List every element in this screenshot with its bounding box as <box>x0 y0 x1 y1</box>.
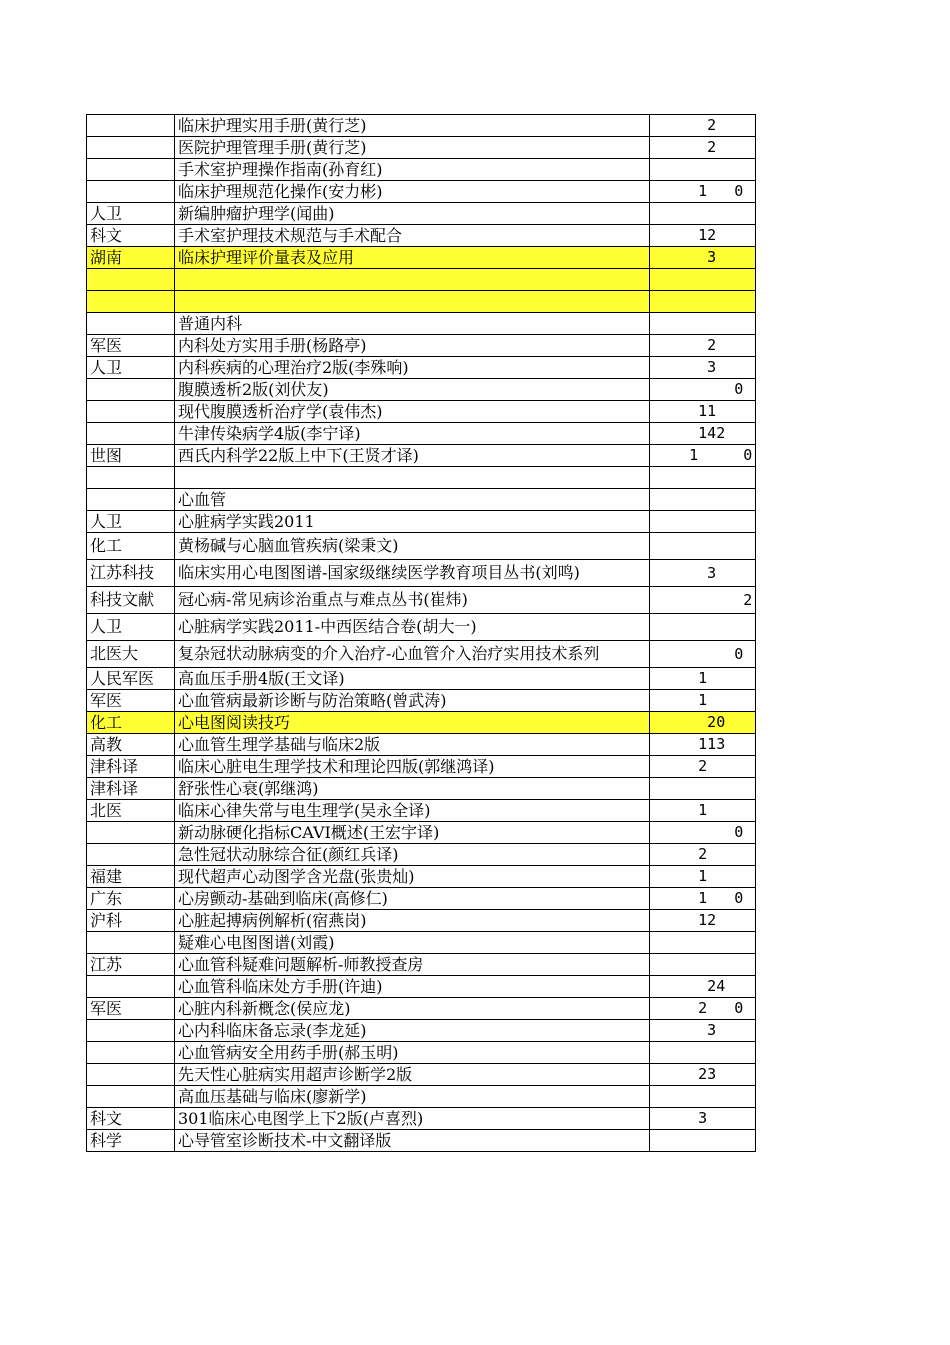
publisher-cell[interactable]: 化工 <box>87 533 175 560</box>
title-cell[interactable]: 心房颤动-基础到临床(高修仁) <box>175 888 650 910</box>
table-row <box>87 115 756 137</box>
table-row <box>87 734 756 756</box>
title-cell[interactable]: 冠心病-常见病诊治重点与难点丛书(崔炜) <box>175 587 650 614</box>
quantity-cell[interactable]: 2 0 <box>650 998 756 1020</box>
table-row <box>87 511 756 533</box>
publisher-cell[interactable]: 湖南 <box>87 247 175 269</box>
table-row <box>87 1086 756 1108</box>
title-cell[interactable]: 心血管科临床处方手册(许迪) <box>175 976 650 998</box>
title-cell[interactable]: 临床心脏电生理学技术和理论四版(郭继鸿译) <box>175 756 650 778</box>
quantity-cell[interactable] <box>650 313 756 335</box>
quantity-cell[interactable] <box>650 467 756 489</box>
quantity-cell[interactable] <box>650 778 756 800</box>
book-list-body <box>87 115 756 1152</box>
publisher-cell[interactable] <box>87 976 175 998</box>
table-row <box>87 489 756 511</box>
title-cell[interactable] <box>175 467 650 489</box>
table-row <box>87 335 756 357</box>
title-cell[interactable]: 301临床心电图学上下2版(卢喜烈) <box>175 1108 650 1130</box>
publisher-cell[interactable] <box>87 181 175 203</box>
table-row <box>87 445 756 467</box>
title-cell[interactable]: 心血管 <box>175 489 650 511</box>
table-row <box>87 866 756 888</box>
publisher-cell[interactable]: 军医 <box>87 335 175 357</box>
title-cell[interactable]: 临床实用心电图图谱-国家级继续医学教育项目丛书(刘鸣) <box>175 560 650 587</box>
table-row <box>87 844 756 866</box>
publisher-cell[interactable]: 福建 <box>87 866 175 888</box>
table-row <box>87 976 756 998</box>
publisher-cell[interactable] <box>87 137 175 159</box>
publisher-cell[interactable]: 科文 <box>87 1108 175 1130</box>
publisher-cell[interactable]: 人卫 <box>87 614 175 641</box>
table-row <box>87 313 756 335</box>
table-row <box>87 181 756 203</box>
table-row <box>87 423 756 445</box>
title-cell[interactable]: 医院护理管理手册(黄行芝) <box>175 137 650 159</box>
title-cell[interactable]: 西氏内科学22版上中下(王贤才译) <box>175 445 650 467</box>
title-cell[interactable]: 心脏病学实践2011 <box>175 511 650 533</box>
quantity-cell[interactable]: 0 <box>650 641 756 668</box>
publisher-cell[interactable]: 高教 <box>87 734 175 756</box>
table-row <box>87 587 756 614</box>
publisher-cell[interactable]: 沪科 <box>87 910 175 932</box>
publisher-cell[interactable] <box>87 401 175 423</box>
quantity-cell[interactable]: 142 <box>650 423 756 445</box>
table-row <box>87 888 756 910</box>
table-row <box>87 932 756 954</box>
quantity-cell[interactable]: 12 <box>650 225 756 247</box>
quantity-cell[interactable]: 0 <box>650 822 756 844</box>
title-cell[interactable] <box>175 291 650 313</box>
title-cell[interactable]: 心导管室诊断技术-中文翻译版 <box>175 1130 650 1152</box>
title-cell[interactable]: 急性冠状动脉综合征(颜红兵译) <box>175 844 650 866</box>
publisher-cell[interactable]: 津科译 <box>87 778 175 800</box>
quantity-cell[interactable]: 2 <box>650 756 756 778</box>
table-row <box>87 822 756 844</box>
quantity-cell[interactable]: 24 <box>650 976 756 998</box>
publisher-cell[interactable]: 人卫 <box>87 203 175 225</box>
quantity-cell[interactable] <box>650 1086 756 1108</box>
publisher-cell[interactable] <box>87 269 175 291</box>
title-cell[interactable]: 腹膜透析2版(刘伏友) <box>175 379 650 401</box>
publisher-cell[interactable]: 科文 <box>87 225 175 247</box>
publisher-cell[interactable] <box>87 489 175 511</box>
table-row <box>87 357 756 379</box>
publisher-cell[interactable]: 人民军医 <box>87 668 175 690</box>
publisher-cell[interactable] <box>87 159 175 181</box>
quantity-cell[interactable] <box>650 1130 756 1152</box>
quantity-cell[interactable]: 3 <box>650 1020 756 1042</box>
publisher-cell[interactable]: 人卫 <box>87 511 175 533</box>
title-cell[interactable]: 心血管科疑难问题解析-师教授查房 <box>175 954 650 976</box>
publisher-cell[interactable]: 世图 <box>87 445 175 467</box>
title-cell[interactable]: 心血管生理学基础与临床2版 <box>175 734 650 756</box>
title-cell[interactable]: 普通内科 <box>175 313 650 335</box>
quantity-cell[interactable]: 2 <box>650 137 756 159</box>
title-cell[interactable]: 临床护理实用手册(黄行芝) <box>175 115 650 137</box>
quantity-cell[interactable]: 2 <box>650 335 756 357</box>
quantity-cell[interactable]: 2 <box>650 115 756 137</box>
publisher-cell[interactable]: 广东 <box>87 888 175 910</box>
table-row <box>87 137 756 159</box>
title-cell[interactable]: 高血压手册4版(王文译) <box>175 668 650 690</box>
title-cell[interactable]: 临床护理评价量表及应用 <box>175 247 650 269</box>
table-row <box>87 641 756 668</box>
quantity-cell[interactable]: 113 <box>650 734 756 756</box>
table-row <box>87 467 756 489</box>
publisher-cell[interactable] <box>87 291 175 313</box>
title-cell[interactable]: 现代超声心动图学含光盘(张贵灿) <box>175 866 650 888</box>
title-cell[interactable]: 疑难心电图图谱(刘霞) <box>175 932 650 954</box>
publisher-cell[interactable]: 军医 <box>87 998 175 1020</box>
quantity-cell[interactable]: 1 0 <box>650 888 756 910</box>
title-cell[interactable]: 临床护理规范化操作(安力彬) <box>175 181 650 203</box>
publisher-cell[interactable] <box>87 822 175 844</box>
quantity-cell[interactable]: 1 <box>650 668 756 690</box>
title-cell[interactable]: 复杂冠状动脉病变的介入治疗-心血管介入治疗实用技术系列 <box>175 641 650 668</box>
title-cell[interactable]: 黄杨碱与心脑血管疾病(梁秉文) <box>175 533 650 560</box>
quantity-cell[interactable] <box>650 291 756 313</box>
table-row <box>87 560 756 587</box>
quantity-cell[interactable]: 11 <box>650 401 756 423</box>
title-cell[interactable]: 新编肿瘤护理学(闻曲) <box>175 203 650 225</box>
quantity-cell[interactable]: 1 0 <box>650 181 756 203</box>
quantity-cell[interactable] <box>650 932 756 954</box>
quantity-cell[interactable]: 3 <box>650 247 756 269</box>
table-row <box>87 1020 756 1042</box>
quantity-cell[interactable] <box>650 954 756 976</box>
quantity-cell[interactable] <box>650 489 756 511</box>
publisher-cell[interactable] <box>87 423 175 445</box>
quantity-cell[interactable] <box>650 533 756 560</box>
publisher-cell[interactable]: 科学 <box>87 1130 175 1152</box>
title-cell[interactable]: 心血管病最新诊断与防治策略(曾武涛) <box>175 690 650 712</box>
table-row <box>87 379 756 401</box>
publisher-cell[interactable]: 化工 <box>87 712 175 734</box>
table-row <box>87 954 756 976</box>
quantity-cell[interactable]: 20 <box>650 712 756 734</box>
table-row <box>87 247 756 269</box>
publisher-cell[interactable] <box>87 379 175 401</box>
title-cell[interactable]: 高血压基础与临床(廖新学) <box>175 1086 650 1108</box>
table-row <box>87 998 756 1020</box>
table-row <box>87 756 756 778</box>
title-cell[interactable]: 内科处方实用手册(杨路亭) <box>175 335 650 357</box>
title-cell[interactable]: 心电图阅读技巧 <box>175 712 650 734</box>
publisher-cell[interactable]: 人卫 <box>87 357 175 379</box>
publisher-cell[interactable] <box>87 115 175 137</box>
publisher-cell[interactable] <box>87 467 175 489</box>
book-list-table <box>86 114 756 1152</box>
table-row <box>87 690 756 712</box>
table-row <box>87 1108 756 1130</box>
quantity-cell[interactable] <box>650 1042 756 1064</box>
quantity-cell[interactable]: 0 <box>650 379 756 401</box>
publisher-cell[interactable]: 江苏 <box>87 954 175 976</box>
title-cell[interactable]: 牛津传染病学4版(李宁译) <box>175 423 650 445</box>
publisher-cell[interactable]: 北医大 <box>87 641 175 668</box>
quantity-cell[interactable]: 3 <box>650 560 756 587</box>
publisher-cell[interactable] <box>87 932 175 954</box>
publisher-cell[interactable]: 北医 <box>87 800 175 822</box>
table-row <box>87 159 756 181</box>
table-row <box>87 225 756 247</box>
table-row <box>87 712 756 734</box>
quantity-cell[interactable]: 1 <box>650 690 756 712</box>
table-row <box>87 778 756 800</box>
title-cell[interactable]: 心脏起搏病例解析(宿燕岗) <box>175 910 650 932</box>
quantity-cell[interactable]: 2 <box>650 587 756 614</box>
table-row <box>87 1064 756 1086</box>
table-row <box>87 668 756 690</box>
quantity-cell[interactable]: 1 <box>650 800 756 822</box>
quantity-cell[interactable]: 1 0 <box>650 445 756 467</box>
quantity-cell[interactable]: 3 <box>650 1108 756 1130</box>
title-cell[interactable]: 心脏内科新概念(侯应龙) <box>175 998 650 1020</box>
title-cell[interactable]: 舒张性心衰(郭继鸿) <box>175 778 650 800</box>
publisher-cell[interactable] <box>87 844 175 866</box>
quantity-cell[interactable]: 23 <box>650 1064 756 1086</box>
title-cell[interactable]: 心脏病学实践2011-中西医结合卷(胡大一) <box>175 614 650 641</box>
table-row <box>87 614 756 641</box>
quantity-cell[interactable] <box>650 511 756 533</box>
publisher-cell[interactable]: 津科译 <box>87 756 175 778</box>
quantity-cell[interactable] <box>650 203 756 225</box>
table-row <box>87 291 756 313</box>
title-cell[interactable]: 先天性心脏病实用超声诊断学2版 <box>175 1064 650 1086</box>
table-row <box>87 1042 756 1064</box>
title-cell[interactable]: 临床心律失常与电生理学(吴永全译) <box>175 800 650 822</box>
publisher-cell[interactable]: 科技文献 <box>87 587 175 614</box>
title-cell[interactable]: 心血管病安全用药手册(郝玉明) <box>175 1042 650 1064</box>
quantity-cell[interactable]: 3 <box>650 357 756 379</box>
table-row <box>87 401 756 423</box>
title-cell[interactable]: 新动脉硬化指标CAVI概述(王宏宇译) <box>175 822 650 844</box>
table-row <box>87 269 756 291</box>
title-cell[interactable] <box>175 269 650 291</box>
title-cell[interactable]: 心内科临床备忘录(李龙延) <box>175 1020 650 1042</box>
table-row <box>87 800 756 822</box>
table-row <box>87 203 756 225</box>
quantity-cell[interactable] <box>650 614 756 641</box>
publisher-cell[interactable]: 军医 <box>87 690 175 712</box>
quantity-cell[interactable]: 1 <box>650 866 756 888</box>
table-row <box>87 910 756 932</box>
publisher-cell[interactable] <box>87 313 175 335</box>
table-row <box>87 1130 756 1152</box>
quantity-cell[interactable] <box>650 159 756 181</box>
title-cell[interactable]: 现代腹膜透析治疗学(袁伟杰) <box>175 401 650 423</box>
table-row <box>87 533 756 560</box>
publisher-cell[interactable] <box>87 1064 175 1086</box>
publisher-cell[interactable] <box>87 1020 175 1042</box>
title-cell[interactable]: 手术室护理技术规范与手术配合 <box>175 225 650 247</box>
publisher-cell[interactable] <box>87 1086 175 1108</box>
publisher-cell[interactable] <box>87 1042 175 1064</box>
quantity-cell[interactable]: 12 <box>650 910 756 932</box>
publisher-cell[interactable]: 江苏科技 <box>87 560 175 587</box>
title-cell[interactable]: 手术室护理操作指南(孙育红) <box>175 159 650 181</box>
quantity-cell[interactable] <box>650 269 756 291</box>
quantity-cell[interactable]: 2 <box>650 844 756 866</box>
title-cell[interactable]: 内科疾病的心理治疗2版(李殊响) <box>175 357 650 379</box>
